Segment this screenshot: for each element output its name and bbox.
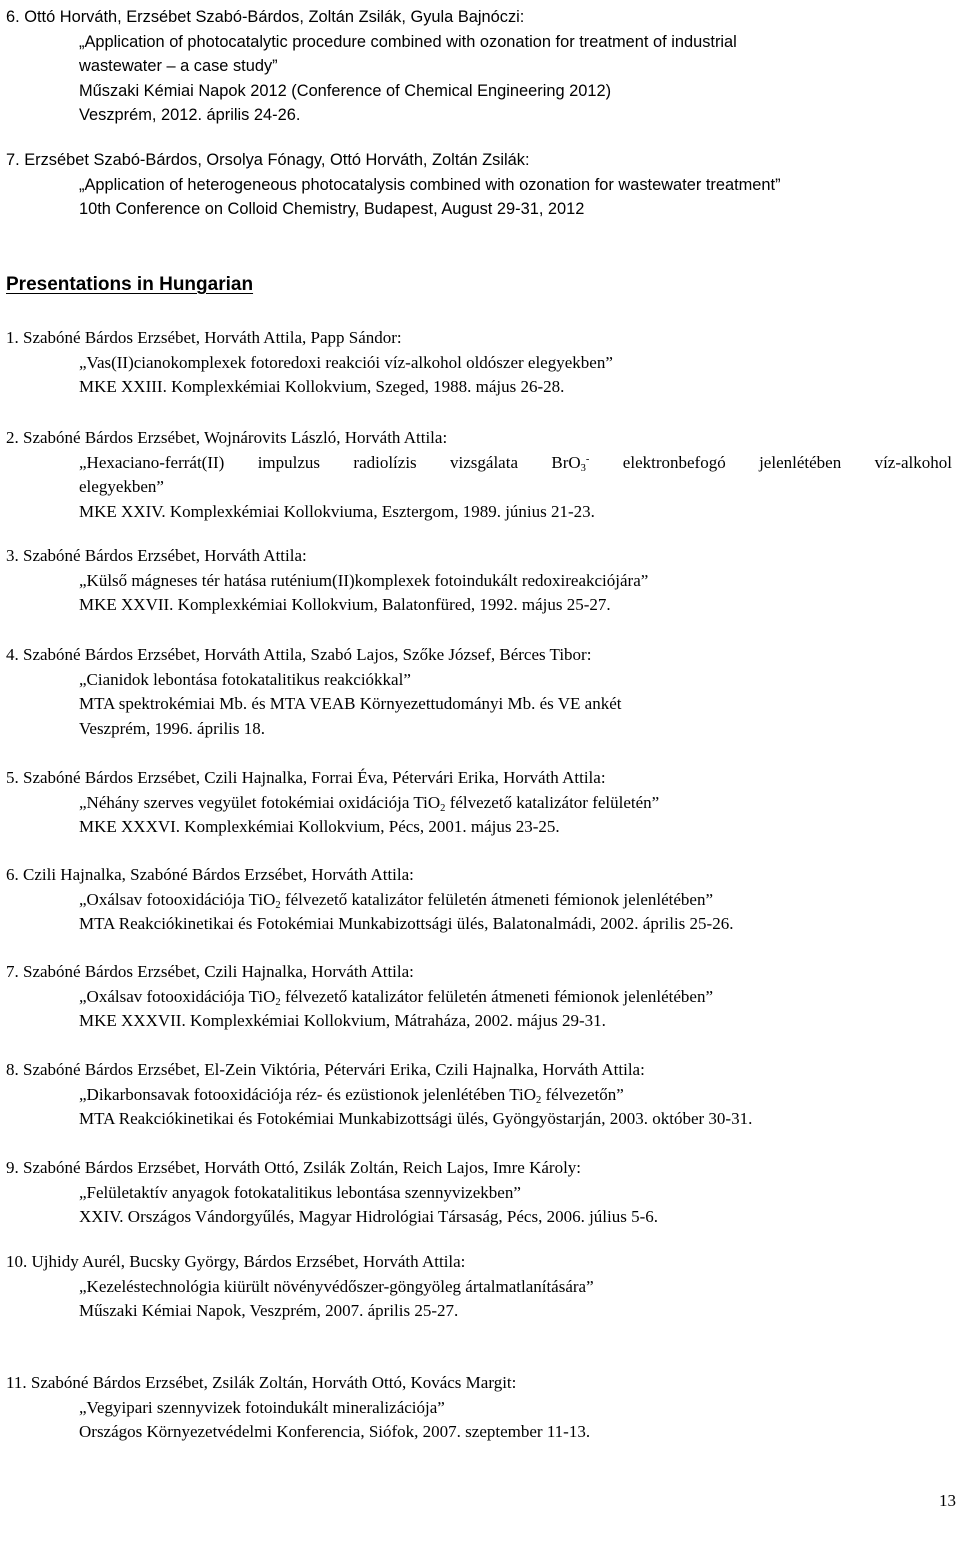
- entry-venue: 10th Conference on Colloid Chemistry, Budapest, August 29-31, 2012: [79, 200, 585, 219]
- title-text-continued: félvezetőn”: [541, 1084, 624, 1104]
- publication-entry-7: [6, 148, 781, 222]
- publication-entry-6: [6, 5, 737, 128]
- entry-venue-location: Veszprém, 1996. április 18.: [79, 718, 266, 738]
- entry-venue: MTA Reakciókinetikai és Fotokémiai Munkabizottsági ülés, Balatonalmádi, 2002. április 25-26.: [79, 914, 734, 934]
- entry-venue: XXIV. Országos Vándorgyűlés, Magyar Hidrológiai Társaság, Pécs, 2006. július 5-6.: [79, 1207, 659, 1227]
- entry-venue: MTA Reakciókinetikai és Fotokémiai Munkabizottsági ülés, Gyöngyöstarján, 2003. október 30-31.: [79, 1109, 753, 1129]
- title-text: „Oxálsav fotooxidációja TiO: [79, 889, 276, 909]
- entry-venue: Műszaki Kémiai Napok, Veszprém, 2007. április 25-27.: [79, 1301, 459, 1321]
- presentation-entry-8: [6, 1058, 752, 1132]
- entry-title: „Külső mágneses tér hatása ruténium(II)komplexek fotoindukált redoxireakciójára”: [79, 570, 649, 590]
- subscript: 3: [580, 462, 586, 474]
- entry-authors: 8. Szabóné Bárdos Erzsébet, El-Zein Viktória, Pétervári Erika, Czili Hajnalka, Horváth Attila:: [6, 1060, 645, 1079]
- title-text: „Oxálsav fotooxidációja TiO: [79, 986, 276, 1006]
- entry-title: „Cianidok lebontása fotokatalitikus reakciókkal”: [79, 669, 411, 689]
- entry-authors: 6. Czili Hajnalka, Szabóné Bárdos Erzsébet, Horváth Attila:: [6, 865, 414, 884]
- title-text: „Hexaciano-ferrát(II) impulzus radiolízis vizsgálata BrO: [79, 452, 581, 472]
- entry-venue: Országos Környezetvédelmi Konferencia, Siófok, 2007. szeptember 11-13.: [79, 1422, 591, 1442]
- section-heading: Presentations in Hungarian: [6, 274, 254, 295]
- entry-venue: MKE XXIV. Komplexkémiai Kollokviuma, Esztergom, 1989. június 21-23.: [79, 501, 595, 521]
- presentation-entry-1: [6, 326, 613, 400]
- entry-authors: 4. Szabóné Bárdos Erzsébet, Horváth Attila, Szabó Lajos, Szőke József, Bérces Tibor:: [6, 645, 592, 664]
- entry-title: „Felületaktív anyagok fotokatalitikus lebontása szennyvizekben”: [79, 1182, 521, 1202]
- entry-title: [6, 791, 659, 816]
- entry-title: „Application of photocatalytic procedure combined with ozonation for treatment of industrial: [79, 32, 737, 51]
- presentation-entry-3: [6, 544, 648, 618]
- subscript: 2: [275, 996, 281, 1008]
- entry-title: „Kezeléstechnológia kiürült növényvédőszer-göngyöleg ártalmatlanítására”: [79, 1276, 594, 1296]
- entry-venue: MKE XXVII. Komplexkémiai Kollokvium, Balatonfüred, 1992. május 25-27.: [79, 595, 611, 615]
- entry-authors: 7. Szabóné Bárdos Erzsébet, Czili Hajnalka, Horváth Attila:: [6, 962, 414, 981]
- title-text-continued: félvezető katalizátor felületén átmeneti fémionok jelenlétében”: [280, 889, 714, 909]
- entry-authors: 10. Ujhidy Aurél, Bucsky György, Bárdos Erzsébet, Horváth Attila:: [6, 1252, 466, 1271]
- entry-title: [6, 985, 713, 1010]
- entry-authors: 5. Szabóné Bárdos Erzsébet, Czili Hajnalka, Forrai Éva, Pétervári Erika, Horváth Attila:: [6, 768, 606, 787]
- entry-venue: Műszaki Kémiai Napok 2012 (Conference of Chemical Engineering 2012): [79, 81, 612, 100]
- title-text: „Dikarbonsavak fotooxidációja réz- és ezüstionok jelenlétében TiO: [79, 1084, 536, 1104]
- entry-title: „Vas(II)cianokomplexek fotoredoxi reakciói víz-alkohol oldószer elegyekben”: [79, 352, 613, 372]
- entry-venue: MKE XXXVII. Komplexkémiai Kollokvium, Mátraháza, 2002. május 29-31.: [79, 1011, 606, 1031]
- presentation-entry-6: [6, 863, 733, 937]
- entry-authors: 2. Szabóné Bárdos Erzsébet, Wojnárovits László, Horváth Attila:: [6, 428, 448, 447]
- page-number: 13: [939, 1491, 956, 1510]
- entry-authors: 7. Erzsébet Szabó-Bárdos, Orsolya Fónagy, Ottó Horváth, Zoltán Zsilák:: [6, 151, 530, 169]
- entry-authors: 1. Szabóné Bárdos Erzsébet, Horváth Attila, Papp Sándor:: [6, 328, 402, 347]
- entry-venue: MTA spektrokémiai Mb. és MTA VEAB Környezettudományi Mb. és VE ankét: [79, 694, 622, 714]
- presentation-entry-4: [6, 643, 621, 741]
- title-text: „Néhány szerves vegyület fotokémiai oxidációja TiO: [79, 792, 441, 812]
- presentation-entry-2: [6, 426, 956, 524]
- entry-venue: MKE XXIII. Komplexkémiai Kollokvium, Szeged, 1988. május 26-28.: [79, 377, 565, 397]
- entry-authors: 6. Ottó Horváth, Erzsébet Szabó-Bárdos, Zoltán Zsilák, Gyula Bajnóczi:: [6, 8, 525, 26]
- entry-authors: 3. Szabóné Bárdos Erzsébet, Horváth Attila:: [6, 546, 307, 565]
- entry-authors: 9. Szabóné Bárdos Erzsébet, Horváth Ottó, Zsilák Zoltán, Reich Lajos, Imre Károly:: [6, 1158, 582, 1177]
- entry-title: „Application of heterogeneous photocatalysis combined with ozonation for wastewater treatment”: [79, 175, 781, 194]
- title-text-continued: félvezető katalizátor felületén átmeneti fémionok jelenlétében”: [280, 986, 714, 1006]
- presentation-entry-9: [6, 1156, 658, 1230]
- presentation-entry-5: [6, 766, 659, 840]
- entry-title: [6, 1083, 752, 1108]
- subscript: 2: [535, 1094, 542, 1106]
- entry-authors: 11. Szabóné Bárdos Erzsébet, Zsilák Zoltán, Horváth Ottó, Kovács Margit:: [6, 1373, 517, 1392]
- entry-venue: MKE XXXVI. Komplexkémiai Kollokvium, Pécs, 2001. május 23-25.: [79, 817, 560, 837]
- entry-title-continued: wastewater – a case study”: [79, 57, 278, 76]
- title-text-continued: elektronbefogó jelenlétében víz-alkohol: [589, 452, 952, 472]
- entry-title: „Vegyipari szennyvizek fotoindukált mineralizációja”: [79, 1397, 445, 1417]
- superscript: -: [585, 453, 590, 465]
- entry-title-continued: elegyekben”: [79, 477, 164, 497]
- presentation-entry-11: [6, 1371, 590, 1445]
- subscript: 2: [275, 899, 281, 911]
- presentation-entry-10: [6, 1250, 594, 1324]
- entry-title: [6, 888, 733, 913]
- subscript: 2: [440, 802, 446, 814]
- entry-venue-location: Veszprém, 2012. április 24-26.: [79, 106, 301, 125]
- title-text-continued: félvezető katalizátor felületén”: [445, 792, 660, 812]
- entry-title: [6, 451, 956, 476]
- presentation-entry-7: [6, 960, 713, 1034]
